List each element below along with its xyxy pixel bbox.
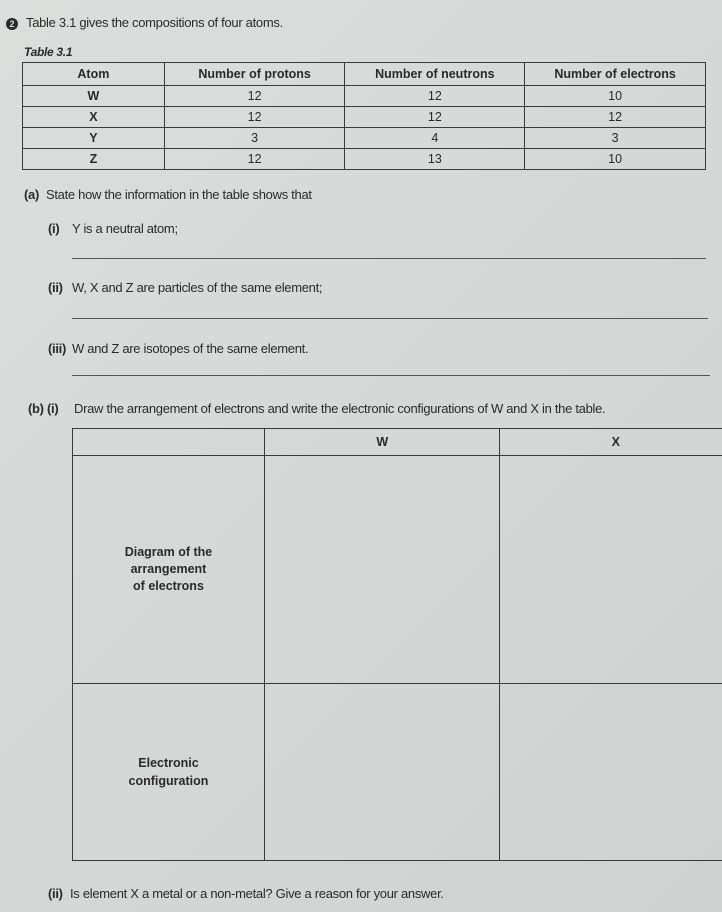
table-row xyxy=(23,107,706,128)
atom-cell: W xyxy=(23,86,165,107)
part-a-ii-label: (ii) xyxy=(48,280,63,295)
part-a-text: State how the information in the table shows that xyxy=(46,187,312,202)
question-number-badge: 2 xyxy=(6,18,18,30)
atom-cell: Y xyxy=(23,128,165,149)
table-row xyxy=(23,86,706,107)
electrons-cell: 10 xyxy=(525,149,706,170)
part-b-i-label: (b) (i) xyxy=(28,401,59,416)
table-row xyxy=(73,456,722,684)
answer-line-a-ii[interactable] xyxy=(72,318,708,319)
row-label-diagram: Diagram of the arrangement of electrons xyxy=(73,456,265,684)
answer-line-a-i[interactable] xyxy=(72,258,706,259)
protons-cell: 3 xyxy=(164,128,345,149)
part-a-label: (a) xyxy=(24,187,39,202)
row-label-configuration: Electronic configuration xyxy=(73,684,265,861)
part-b-ii-text: Is element X a metal or a non-metal? Give a reason for your answer. xyxy=(70,886,444,901)
header-neutrons: Number of neutrons xyxy=(345,63,525,86)
atom-cell: Z xyxy=(23,149,165,170)
answer-cell-x-diagram[interactable] xyxy=(500,456,722,684)
protons-cell: 12 xyxy=(164,149,345,170)
header-w: W xyxy=(264,429,500,456)
answer-line-a-iii[interactable] xyxy=(72,375,710,376)
protons-cell: 12 xyxy=(164,107,345,128)
neutrons-cell: 4 xyxy=(345,128,525,149)
answer-cell-w-configuration[interactable] xyxy=(264,684,500,861)
header-atom: Atom xyxy=(23,63,165,86)
electron-arrangement-table xyxy=(72,428,722,861)
atom-cell: X xyxy=(23,107,165,128)
electrons-cell: 10 xyxy=(525,86,706,107)
part-a-i-text: Y is a neutral atom; xyxy=(72,221,178,236)
header-blank xyxy=(73,429,265,456)
table-row xyxy=(23,149,706,170)
answer-cell-x-configuration[interactable] xyxy=(500,684,722,861)
table-row xyxy=(23,128,706,149)
protons-cell: 12 xyxy=(164,86,345,107)
header-electrons: Number of electrons xyxy=(525,63,706,86)
part-b-i-text: Draw the arrangement of electrons and write the electronic configurations of W and X in the table. xyxy=(74,401,606,416)
electrons-cell: 12 xyxy=(525,107,706,128)
part-a-iii-label: (iii) xyxy=(48,341,66,356)
table-caption: Table 3.1 xyxy=(24,45,73,59)
question-intro: Table 3.1 gives the compositions of four atoms. xyxy=(26,15,283,30)
part-a-iii-text: W and Z are isotopes of the same element. xyxy=(72,341,309,356)
neutrons-cell: 12 xyxy=(345,86,525,107)
part-a-i-label: (i) xyxy=(48,221,60,236)
electrons-cell: 3 xyxy=(525,128,706,149)
table-row xyxy=(73,684,722,861)
header-protons: Number of protons xyxy=(164,63,345,86)
part-a-ii-text: W, X and Z are particles of the same element; xyxy=(72,280,323,295)
part-b-ii-label: (ii) xyxy=(48,886,63,901)
neutrons-cell: 13 xyxy=(345,149,525,170)
neutrons-cell: 12 xyxy=(345,107,525,128)
composition-table xyxy=(22,62,706,170)
answer-cell-w-diagram[interactable] xyxy=(264,456,500,684)
header-x: X xyxy=(500,429,722,456)
